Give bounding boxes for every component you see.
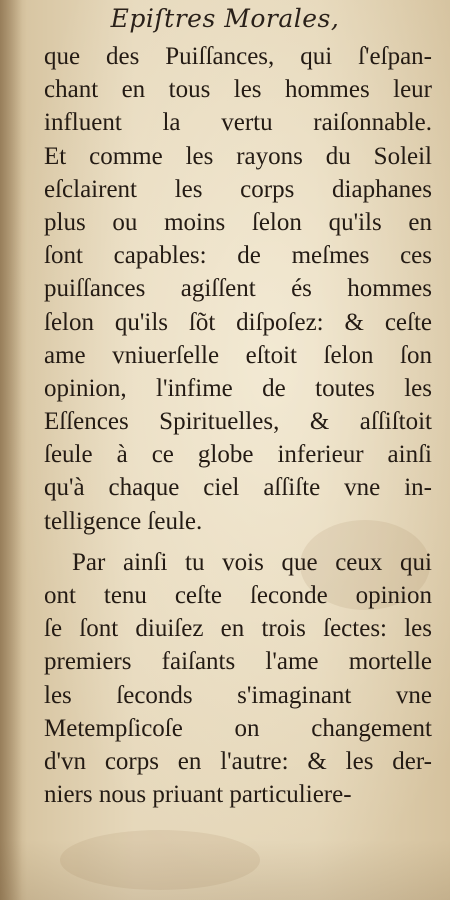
- text-line: premiers faiſants l'ame mortelle: [44, 648, 432, 676]
- paragraph-gap: [44, 538, 432, 546]
- text-line: influent la vertu raiſonnable.: [44, 109, 432, 137]
- text-line: ame vniuerſelle eſtoit ſelon ſon: [44, 341, 432, 369]
- text-line: les ſeconds s'imaginant vne: [44, 681, 432, 709]
- text-line: niers nous priuant particuliere-: [44, 781, 352, 809]
- text-line: que des Puiſſances, qui ſ'eſpan-: [44, 43, 432, 70]
- text-line: plus ou moins ſelon qu'ils en: [44, 208, 432, 236]
- text-line: ſe ſont diuiſez en trois ſectes: les: [44, 615, 432, 643]
- text-line: d'vn corps en l'autre: & les der-: [44, 747, 432, 775]
- text-line: telligence ſeule.: [44, 507, 203, 535]
- text-line: Metempſicoſe on changement: [44, 714, 432, 742]
- text-line: eſclairent les corps diaphanes: [44, 175, 432, 203]
- text-line: Eſſences Spirituelles, & aſſiſtoit: [44, 408, 432, 436]
- paragraph: [44, 40, 432, 538]
- bottom-shadow: [0, 840, 450, 900]
- text-line: ſeule à ce globe inferieur ainſi: [44, 441, 432, 469]
- text-line: qu'à chaque ciel aſſiſte vne in-: [44, 474, 432, 502]
- text-line: ont tenu ceſte ſeconde opinion: [44, 582, 432, 609]
- body-text: [44, 40, 432, 811]
- gutter-shadow: [0, 0, 22, 900]
- paragraph: [44, 546, 432, 812]
- text-line: opinion, l'infime de toutes les: [44, 374, 432, 402]
- running-head: Epiſtres Morales,: [110, 4, 340, 33]
- text-line: ſont capables: de meſmes ces: [44, 242, 432, 270]
- text-line: Et comme les rayons du Soleil: [44, 142, 432, 170]
- text-line: chant en tous les hommes leur: [44, 76, 432, 104]
- paper-stain: [60, 830, 260, 890]
- text-line: puiſſances agiſſent és hommes: [44, 275, 432, 303]
- text-line: Par ainſi tu vois que ceux qui: [72, 548, 432, 576]
- text-line: ſelon qu'ils ſõt diſpoſez: & ceſte: [44, 308, 432, 336]
